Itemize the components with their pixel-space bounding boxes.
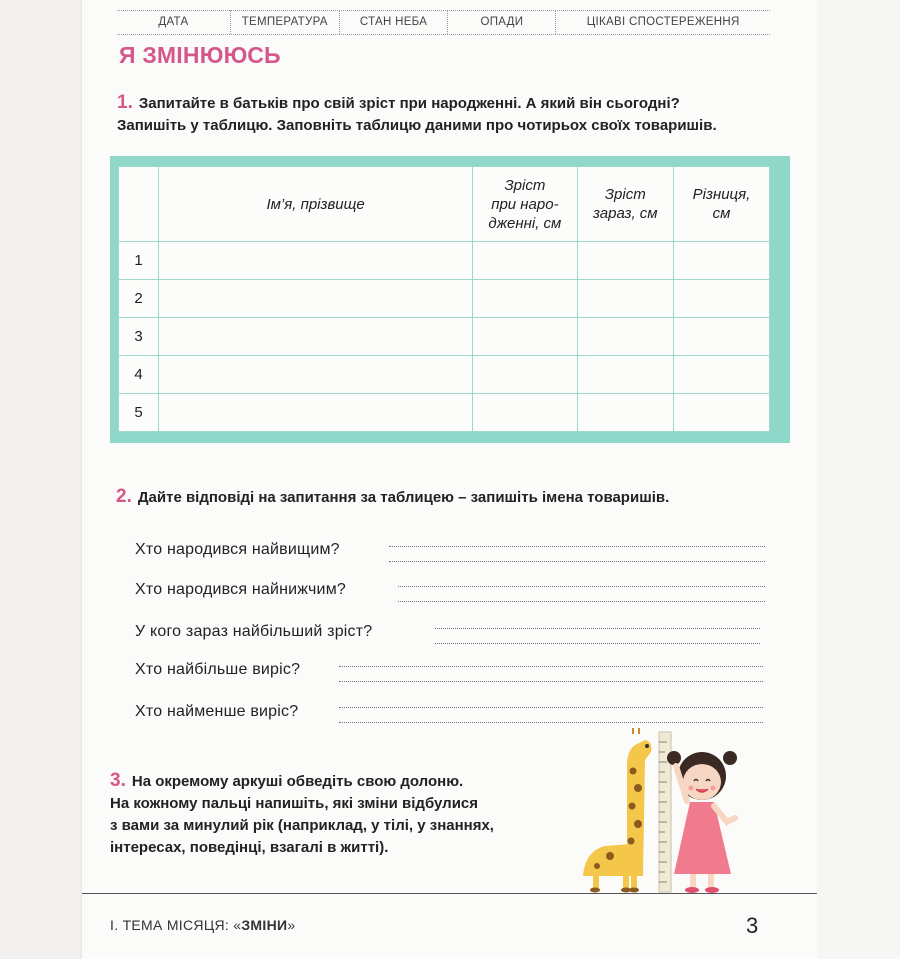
current-height-cell[interactable]	[577, 242, 673, 280]
question-grew-most: Хто найбільше виріс?	[135, 661, 301, 678]
task-3-line-2: На кожному пальці напишіть, які зміни відбулися	[110, 795, 479, 812]
row-number: 3	[119, 318, 159, 356]
answer-line[interactable]	[389, 546, 765, 562]
task-1-number: 1.	[117, 92, 133, 113]
birth-height-cell[interactable]	[473, 242, 577, 280]
task-3-number: 3.	[110, 770, 126, 791]
header-current-height	[577, 167, 673, 242]
birth-height-cell[interactable]	[473, 318, 577, 356]
column-precipitation: ОПАДИ	[448, 10, 556, 34]
footer-theme-suffix: »	[287, 917, 296, 933]
current-height-cell[interactable]	[577, 318, 673, 356]
difference-cell[interactable]	[673, 318, 769, 356]
previous-table-header	[117, 0, 770, 36]
table-row	[119, 356, 770, 394]
name-cell[interactable]	[159, 394, 473, 432]
table-row	[119, 394, 770, 432]
answer-line[interactable]	[339, 707, 763, 723]
name-cell[interactable]	[159, 242, 473, 280]
column-sky: СТАН НЕБА	[340, 10, 449, 34]
header-name: Ім’я, прізвище	[159, 167, 473, 242]
table-header-row	[119, 167, 770, 242]
question-grew-least: Хто найменше виріс?	[135, 703, 299, 720]
row-number: 5	[119, 394, 159, 432]
answer-line[interactable]	[339, 666, 763, 682]
header-difference	[673, 167, 769, 242]
difference-cell[interactable]	[673, 394, 769, 432]
footer-divider	[82, 893, 817, 894]
column-temperature: ТЕМПЕРАТУРА	[231, 10, 340, 34]
task-2-text: Дайте відповіді на запитання за таблицею – запишіть імена товаришів.	[137, 489, 670, 506]
header-birth-line-1: Зріст	[504, 176, 546, 194]
task-1-line-1: Запитайте в батьків про свій зріст при народженні. А який він сьогодні?	[138, 95, 680, 112]
question-tallest-now: У кого зараз найбільший зріст?	[135, 623, 373, 640]
question-tallest-at-birth: Хто народився найвищим?	[135, 541, 340, 558]
footer-theme-prefix: І. ТЕМА МІСЯЦЯ: «	[110, 917, 242, 933]
table-row	[119, 242, 770, 280]
table-row	[119, 280, 770, 318]
task-1	[117, 92, 717, 137]
difference-cell[interactable]	[673, 280, 769, 318]
task-2	[116, 486, 669, 509]
header-now-line-2: зараз, см	[592, 205, 658, 222]
row-number: 4	[119, 356, 159, 394]
row-number: 1	[119, 242, 159, 280]
birth-height-cell[interactable]	[473, 356, 577, 394]
heights-table	[118, 166, 770, 432]
current-height-cell[interactable]	[577, 356, 673, 394]
header-now-line-1: Зріст	[604, 186, 646, 203]
previous-table-columns	[117, 10, 770, 35]
task-1-line-2: Запишіть у таблицю. Заповніть таблицю даними про чотирьох своїх товаришів.	[117, 117, 717, 134]
header-diff-line-1: Різниця,	[692, 186, 751, 203]
task-2-number: 2.	[116, 486, 132, 507]
difference-cell[interactable]	[673, 356, 769, 394]
header-birth-line-3: дженні, см	[488, 214, 562, 232]
growth-illustration	[575, 726, 775, 896]
footer-theme-name: ЗМІНИ	[241, 917, 288, 933]
girl-illustration	[667, 751, 737, 893]
current-height-cell[interactable]	[577, 394, 673, 432]
header-birth-line-2: при наро-	[491, 195, 559, 213]
birth-height-cell[interactable]	[473, 394, 577, 432]
header-diff-line-2: см	[712, 205, 731, 222]
question-shortest-at-birth: Хто народився найнижчим?	[135, 581, 346, 598]
header-number	[119, 167, 159, 242]
footer-theme	[110, 917, 295, 933]
name-cell[interactable]	[159, 280, 473, 318]
column-date: ДАТА	[117, 10, 231, 34]
heights-table-frame	[110, 156, 790, 443]
difference-cell[interactable]	[673, 242, 769, 280]
giraffe-illustration	[583, 728, 651, 893]
table-row	[119, 318, 770, 356]
header-birth-height	[473, 167, 577, 242]
task-3-line-4: інтересах, поведінці, взагалі в житті).	[110, 839, 389, 856]
birth-height-cell[interactable]	[473, 280, 577, 318]
section-title: Я ЗМІНЮЮСЬ	[119, 42, 281, 68]
current-height-cell[interactable]	[577, 280, 673, 318]
answer-line[interactable]	[435, 628, 760, 644]
task-3-line-1: На окремому аркуші обведіть свою долоню.	[131, 773, 464, 790]
task-3-line-3: з вами за минулий рік (наприклад, у тілі, у знаннях,	[110, 817, 494, 834]
row-number: 2	[119, 280, 159, 318]
name-cell[interactable]	[159, 356, 473, 394]
answer-line[interactable]	[398, 586, 765, 602]
page-number: 3	[746, 913, 759, 938]
name-cell[interactable]	[159, 318, 473, 356]
page-margin	[817, 0, 900, 959]
task-3	[110, 770, 494, 859]
column-observations: ЦІКАВІ СПОСТЕРЕЖЕННЯ	[586, 16, 740, 28]
